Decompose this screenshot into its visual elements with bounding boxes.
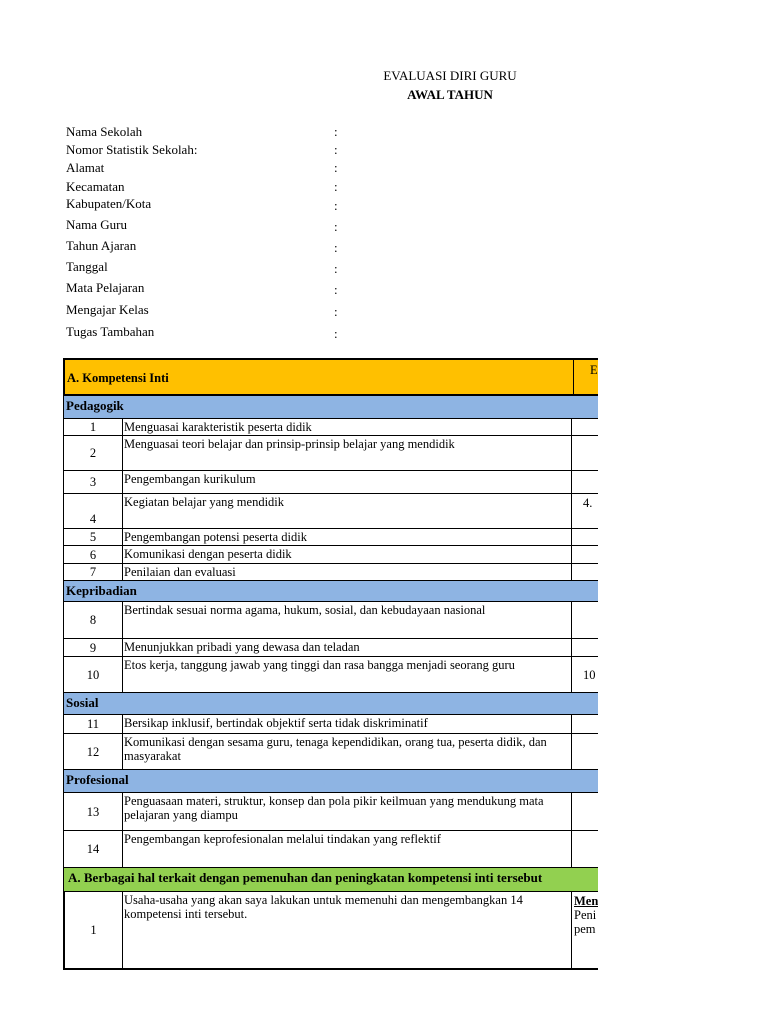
row-description: Komunikasi dengan peserta didik bbox=[122, 546, 572, 564]
row-number: 7 bbox=[63, 564, 123, 581]
competency-table bbox=[63, 358, 598, 970]
section-b-header: A. Berbagai hal terkait dengan pemenuhan dan peningkatan kompetensi inti tersebut bbox=[63, 868, 598, 892]
row-value bbox=[571, 831, 598, 868]
field-colon: : bbox=[334, 142, 338, 157]
row-number: 14 bbox=[63, 831, 123, 868]
field-label-kabupaten: Kabupaten/Kota bbox=[66, 196, 152, 211]
row-number: 5 bbox=[63, 529, 123, 546]
field-colon: : bbox=[334, 179, 338, 194]
table-row bbox=[63, 471, 598, 494]
header-column-label: E bbox=[590, 363, 598, 377]
field-colon: : bbox=[334, 124, 338, 139]
header-divider bbox=[573, 360, 574, 394]
row-description: Penguasaan materi, struktur, konsep dan pola pikir keilmuan yang mendukung mata pelajaran yang diampu bbox=[122, 793, 572, 831]
field-label-alamat: Alamat bbox=[66, 160, 105, 175]
table-row bbox=[63, 715, 598, 734]
table-row bbox=[63, 529, 598, 546]
row-value bbox=[571, 546, 598, 564]
row-number: 13 bbox=[63, 793, 123, 831]
section-sosial: Sosial bbox=[63, 693, 598, 715]
row-number: 9 bbox=[63, 639, 123, 657]
row-value bbox=[571, 564, 598, 581]
row-description: Bersikap inklusif, bertindak objektif serta tidak diskriminatif bbox=[122, 715, 572, 734]
row-number: 12 bbox=[63, 734, 123, 770]
section-kepribadian: Kepribadian bbox=[63, 581, 598, 602]
table-row bbox=[63, 892, 598, 970]
row-value bbox=[571, 793, 598, 831]
section-profesional: Profesional bbox=[63, 770, 598, 793]
table-row bbox=[63, 494, 598, 529]
row-value: 4. bbox=[571, 494, 598, 529]
table-row bbox=[63, 831, 598, 868]
row-value bbox=[571, 602, 598, 639]
table-row bbox=[63, 639, 598, 657]
row-description: Bertindak sesuai norma agama, hukum, sosial, dan kebudayaan nasional bbox=[122, 602, 572, 639]
field-label-tahun-ajaran: Tahun Ajaran bbox=[66, 238, 137, 253]
field-label-kecamatan: Kecamatan bbox=[66, 179, 125, 194]
row-description: Menguasai karakteristik peserta didik bbox=[122, 419, 572, 436]
section-pedagogik: Pedagogik bbox=[63, 396, 598, 419]
row-number: 1 bbox=[63, 419, 123, 436]
field-label-tugas-tambahan: Tugas Tambahan bbox=[66, 324, 155, 339]
field-label-nss: Nomor Statistik Sekolah: bbox=[66, 142, 198, 157]
row-description: Pengembangan potensi peserta didik bbox=[122, 529, 572, 546]
field-label-nama-sekolah: Nama Sekolah bbox=[66, 124, 143, 139]
row-value bbox=[571, 892, 598, 970]
row-description: Kegiatan belajar yang mendidik bbox=[122, 494, 572, 529]
row-number: 1 bbox=[63, 892, 123, 970]
header-label: A. Kompetensi Inti bbox=[67, 371, 169, 385]
row-value bbox=[571, 639, 598, 657]
row-value bbox=[571, 471, 598, 494]
field-colon: : bbox=[334, 160, 338, 175]
field-label-mengajar-kelas: Mengajar Kelas bbox=[66, 302, 149, 317]
value-heading: Men bbox=[574, 894, 598, 908]
value-line: pem bbox=[574, 922, 596, 936]
row-description: Komunikasi dengan sesama guru, tenaga kependidikan, orang tua, peserta didik, dan masyarakat bbox=[122, 734, 572, 770]
field-colon: : bbox=[334, 326, 338, 341]
document-title: EVALUASI DIRI GURU bbox=[383, 68, 517, 83]
table-row bbox=[63, 657, 598, 693]
row-description: Pengembangan keprofesionalan melalui tindakan yang reflektif bbox=[122, 831, 572, 868]
row-description: Penilaian dan evaluasi bbox=[122, 564, 572, 581]
row-description: Menunjukkan pribadi yang dewasa dan teladan bbox=[122, 639, 572, 657]
row-value bbox=[571, 436, 598, 471]
row-number: 4 bbox=[63, 494, 123, 529]
table-row bbox=[63, 546, 598, 564]
table-row bbox=[63, 602, 598, 639]
row-value bbox=[571, 529, 598, 546]
field-colon: : bbox=[334, 282, 338, 297]
field-label-mata-pelajaran: Mata Pelajaran bbox=[66, 280, 145, 295]
row-value: 10 bbox=[571, 657, 598, 693]
row-description: Pengembangan kurikulum bbox=[122, 471, 572, 494]
row-number: 10 bbox=[63, 657, 123, 693]
field-label-tanggal: Tanggal bbox=[66, 259, 108, 274]
row-value bbox=[571, 419, 598, 436]
row-number: 2 bbox=[63, 436, 123, 471]
row-number: 8 bbox=[63, 602, 123, 639]
row-value bbox=[571, 734, 598, 770]
field-colon: : bbox=[334, 304, 338, 319]
table-row bbox=[63, 419, 598, 436]
field-colon: : bbox=[334, 198, 338, 213]
row-description: Usaha-usaha yang akan saya lakukan untuk memenuhi dan mengembangkan 14 kompetensi inti tersebut. bbox=[122, 892, 572, 970]
field-colon: : bbox=[334, 219, 338, 234]
table-row bbox=[63, 436, 598, 471]
row-description: Etos kerja, tanggung jawab yang tinggi dan rasa bangga menjadi seorang guru bbox=[122, 657, 572, 693]
value-line: Peni bbox=[574, 908, 597, 922]
table-row bbox=[63, 564, 598, 581]
field-label-nama-guru: Nama Guru bbox=[66, 217, 128, 232]
table-row bbox=[63, 734, 598, 770]
row-description: Menguasai teori belajar dan prinsip-prinsip belajar yang mendidik bbox=[122, 436, 572, 471]
field-colon: : bbox=[334, 240, 338, 255]
row-number: 11 bbox=[63, 715, 123, 734]
document-subtitle: AWAL TAHUN bbox=[407, 87, 493, 102]
field-colon: : bbox=[334, 261, 338, 276]
row-number: 6 bbox=[63, 546, 123, 564]
table-header bbox=[63, 358, 598, 396]
row-value bbox=[571, 715, 598, 734]
row-number: 3 bbox=[63, 471, 123, 494]
table-row bbox=[63, 793, 598, 831]
